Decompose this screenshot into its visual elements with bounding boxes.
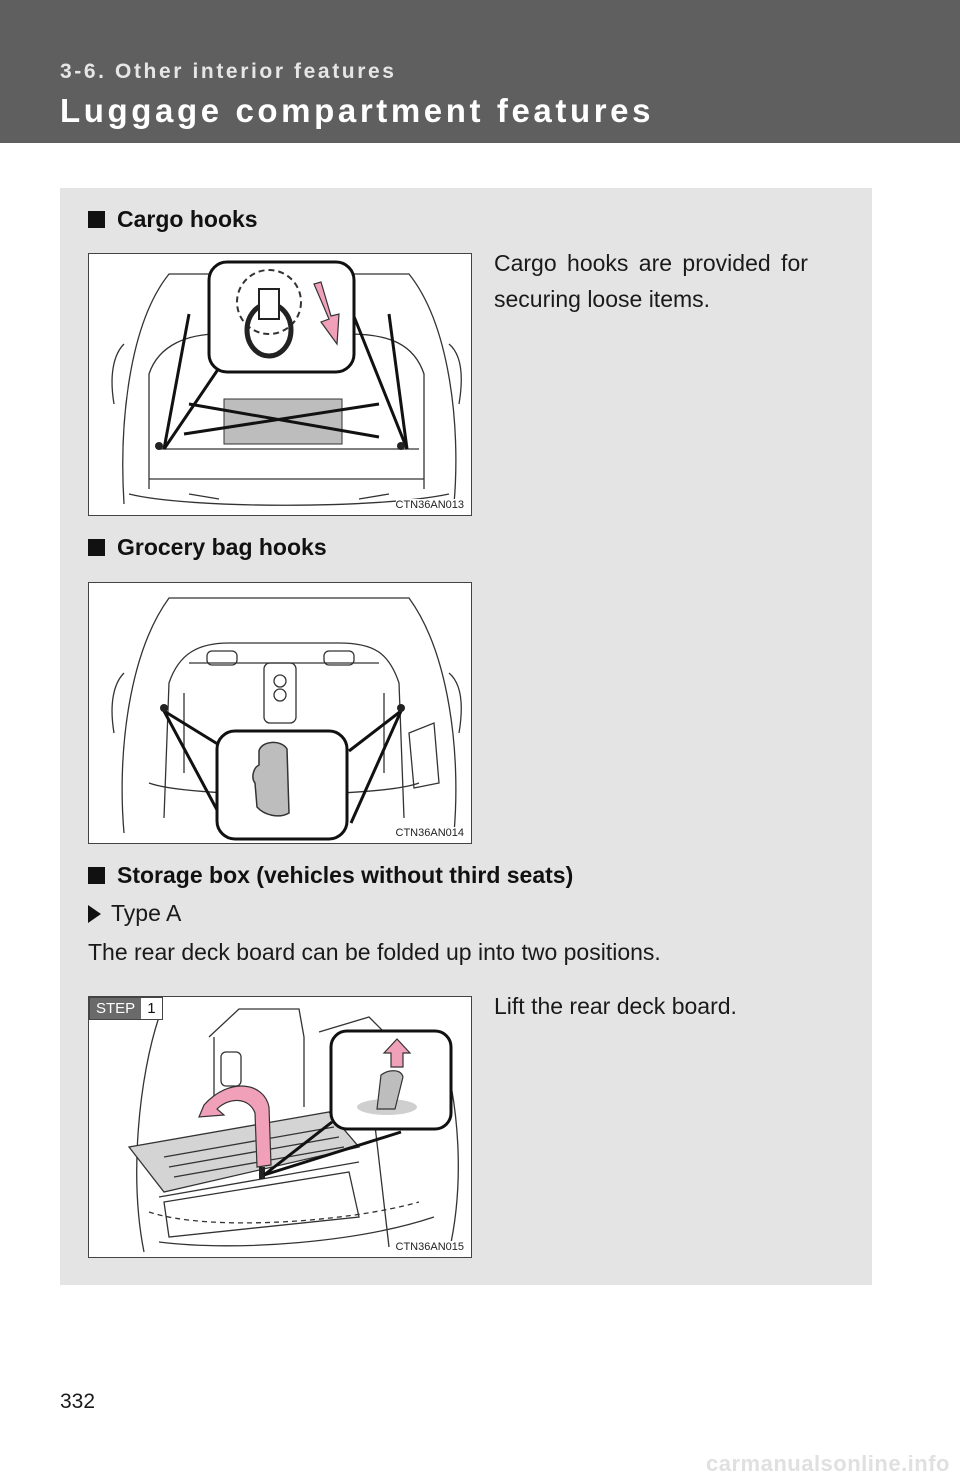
square-bullet-icon: [88, 211, 105, 228]
section-label: 3-6. Other interior features: [60, 60, 397, 83]
square-bullet-icon: [88, 539, 105, 556]
grocery-bag-hooks-figure-code: CTN36AN014: [395, 827, 464, 839]
page-number: 332: [60, 1390, 96, 1413]
storage-box-heading-text: Storage box (vehicles without third seats): [117, 862, 574, 888]
cargo-hooks-heading: [88, 206, 258, 233]
triangle-bullet-icon: [88, 905, 101, 923]
cargo-hooks-description: [494, 245, 808, 317]
cargo-hooks-description-line2: securing loose items.: [494, 286, 711, 312]
type-a-label: [88, 900, 181, 927]
step-badge-number: 1: [141, 998, 161, 1019]
storage-box-description: The rear deck board can be folded up into two positions.: [88, 939, 661, 965]
step-badge-label: STEP: [90, 998, 141, 1019]
step1-text: Lift the rear deck board.: [494, 993, 737, 1019]
watermark: carmanualsonline.info: [706, 1451, 950, 1476]
step-badge: [89, 997, 163, 1020]
grocery-bag-hooks-heading: [88, 534, 327, 561]
storage-box-figure-code: CTN36AN015: [395, 1241, 464, 1253]
grocery-bag-hooks-heading-text: Grocery bag hooks: [117, 534, 327, 560]
cargo-hooks-figure-code: CTN36AN013: [395, 499, 464, 511]
storage-box-figure: [88, 996, 472, 1258]
storage-box-illustration: [89, 997, 472, 1258]
cargo-hooks-heading-text: Cargo hooks: [117, 206, 258, 232]
type-a-label-text: Type A: [111, 900, 182, 926]
cargo-hooks-description-line1: Cargo hooks are provided for: [494, 250, 808, 276]
square-bullet-icon: [88, 867, 105, 884]
page-title: Luggage compartment features: [60, 92, 655, 129]
storage-box-heading: [88, 862, 573, 889]
cargo-hooks-figure: [88, 253, 472, 516]
grocery-bag-hooks-figure: [88, 582, 472, 844]
page-header: [0, 0, 960, 143]
cargo-hooks-illustration: [89, 254, 472, 516]
grocery-bag-hooks-illustration: [89, 583, 472, 844]
